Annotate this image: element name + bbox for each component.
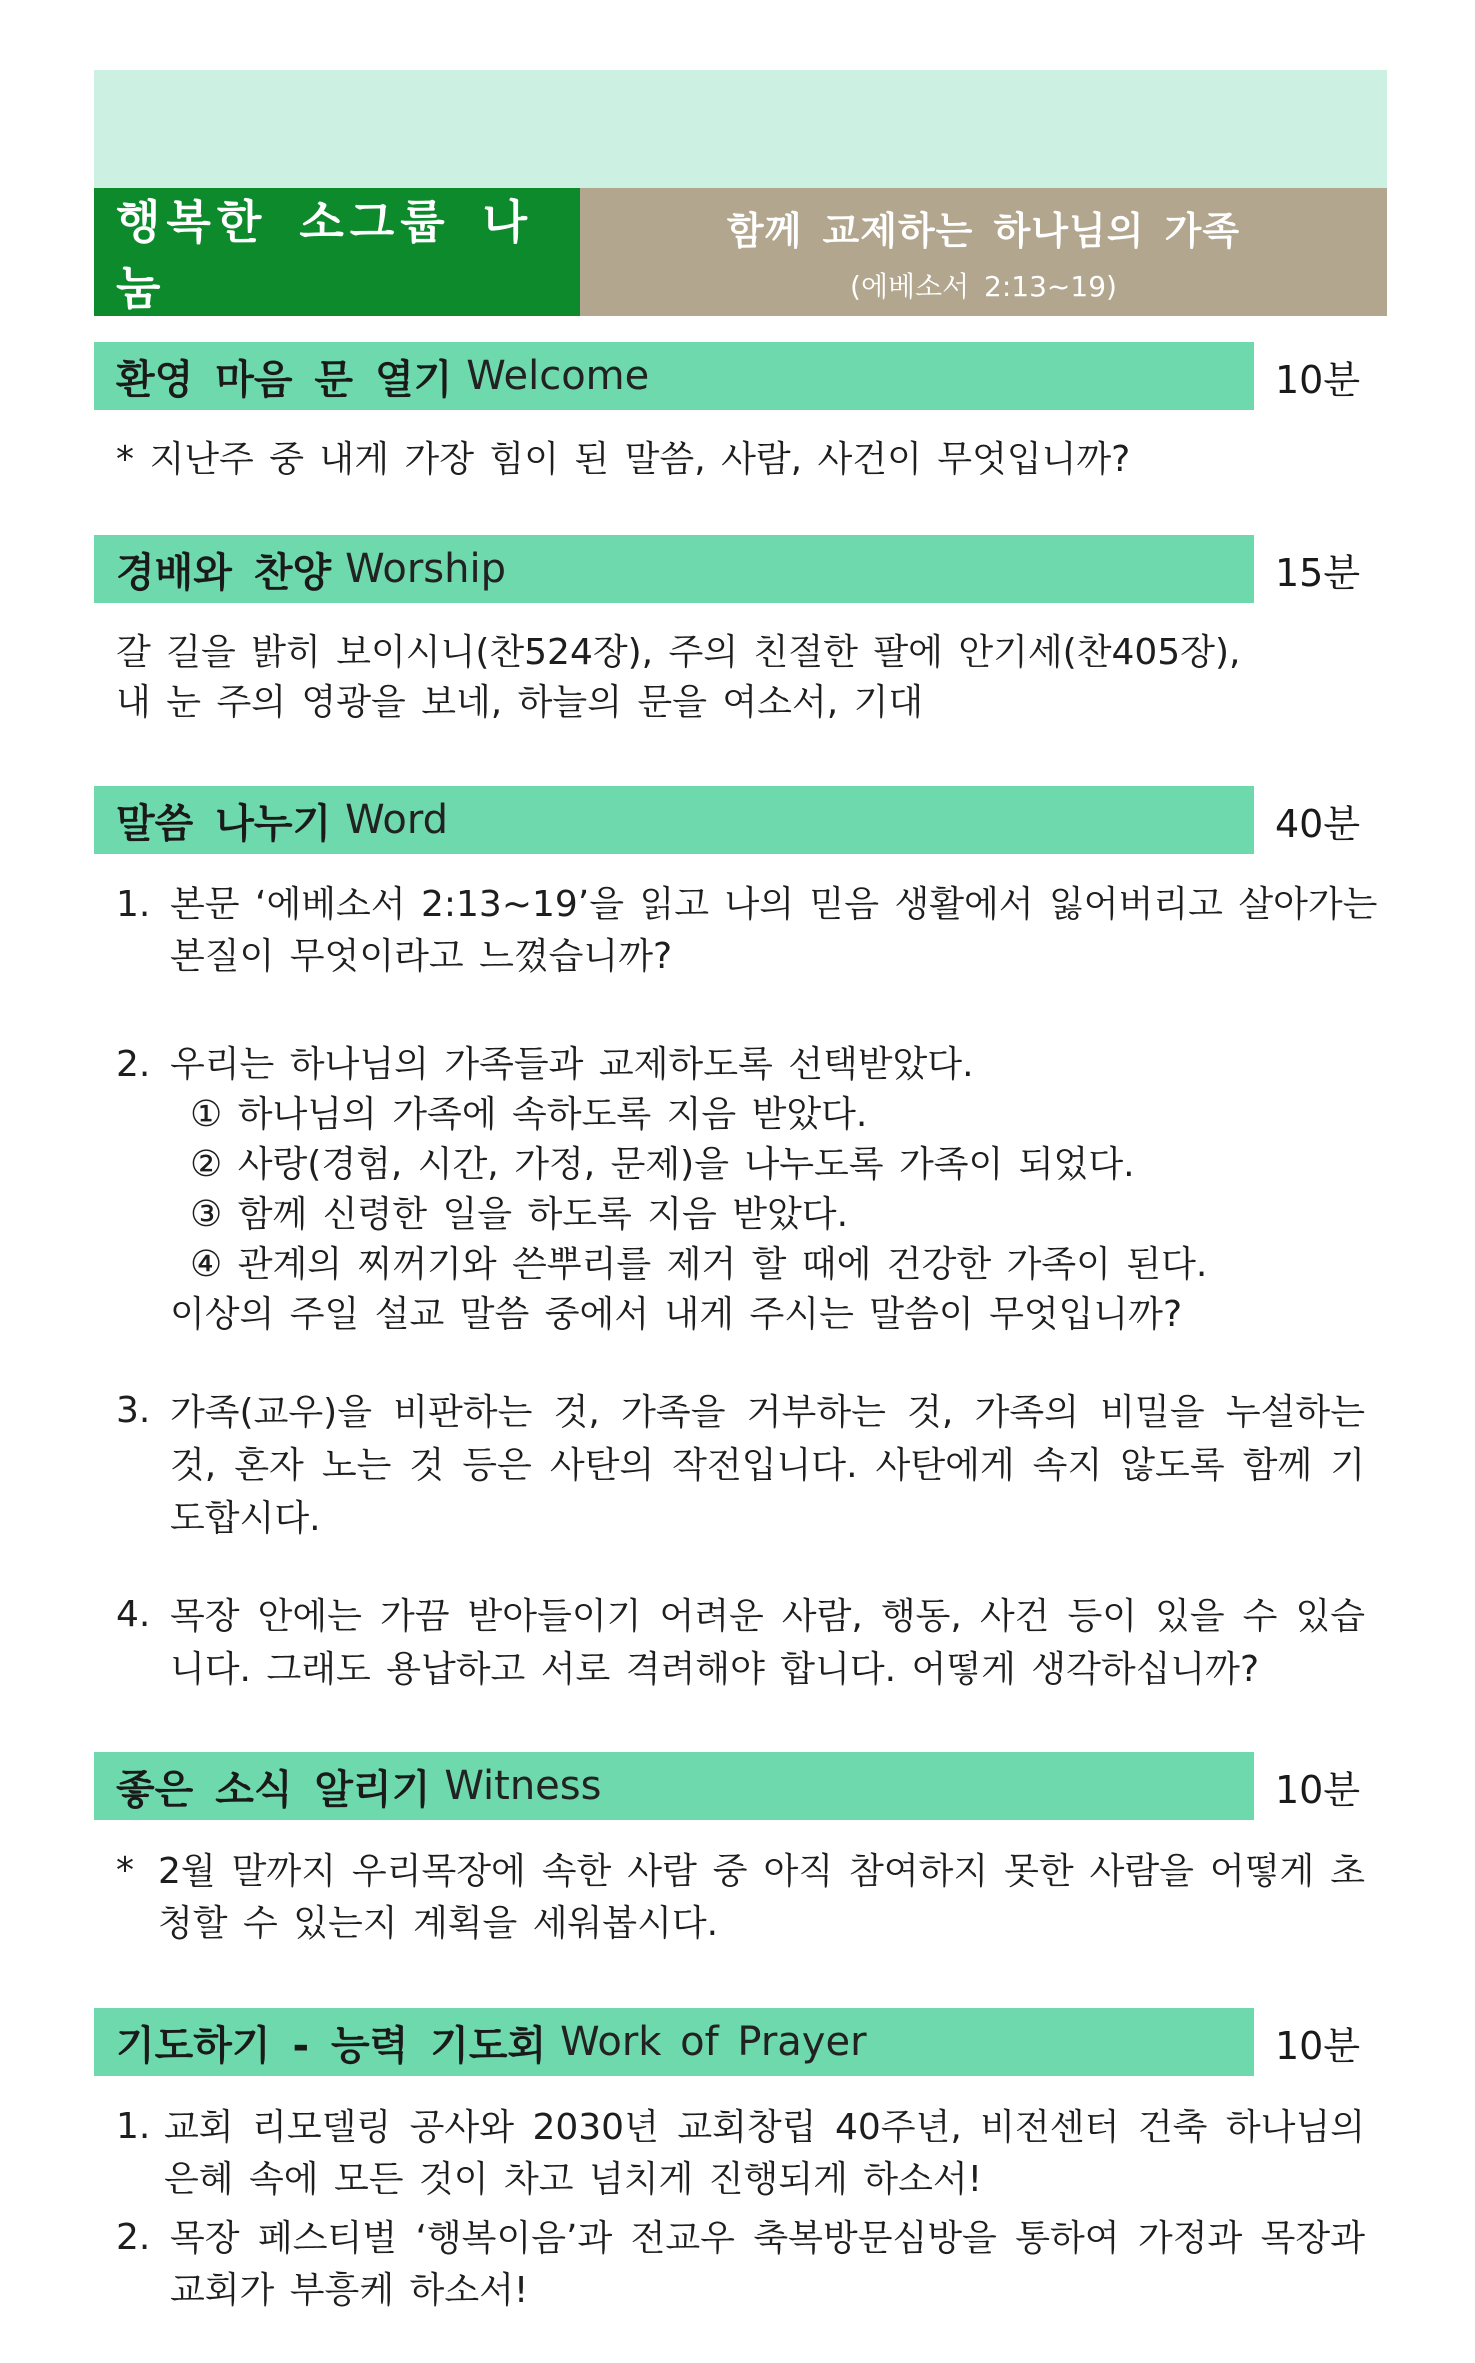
welcome-question: * 지난주 중 내게 가장 힘이 된 말씀, 사람, 사건이 무엇입니까? [116, 439, 1131, 480]
section-title-ko: 좋은 소식 알리기 [116, 1766, 431, 1813]
section-title-ko: 경배와 찬양 [116, 549, 332, 596]
question-number: 1. [116, 884, 151, 925]
word-question-2-closing: 이상의 주일 설교 말씀 중에서 내게 주시는 말씀이 무엇입니까? [170, 1294, 1183, 1335]
word-question-2-point1: ① 하나님의 가족에 속하도록 지음 받았다. [190, 1094, 868, 1135]
section-bar-witness [94, 1752, 1254, 1820]
word-question-1-line2: 본질이 무엇이라고 느꼈습니까? [170, 936, 673, 977]
section-time-prayer: 10분 [1275, 2023, 1361, 2068]
prayer-number: 1. [116, 2106, 151, 2147]
section-bar-prayer [94, 2008, 1254, 2076]
sermon-scripture: (에베소서 2:13~19) [850, 269, 1117, 303]
section-title-ko: 환영 마음 문 열기 [116, 356, 453, 403]
prayer-item-1: 교회 리모델링 공사와 2030년 교회창립 40주년, 비전센터 건축 하나님의 은혜 속에 모든 것이 차고 넘치게 진행되게 하소서! [164, 2107, 1365, 2200]
section-title-ko: 말씀 나누기 [116, 800, 332, 847]
section-bar-welcome [94, 342, 1254, 410]
question-number: 3. [116, 1390, 151, 1431]
witness-text: 2월 말까지 우리목장에 속한 사람 중 아직 참여하지 못한 사람을 어떻게 초청할 수 있는지 계획을 세워봅시다. [158, 1851, 1365, 1944]
section-title-en: Word [345, 797, 448, 843]
word-question-1-line1: 본문 ‘에베소서 2:13~19’을 읽고 나의 믿음 생활에서 잃어버리고 살아가는 [170, 884, 1378, 925]
section-time-word: 40분 [1275, 801, 1361, 846]
section-time-welcome: 10분 [1275, 357, 1361, 402]
prayer-item-2: 목장 페스티벌 ‘행복이음’과 전교우 축복방문심방을 통하여 가정과 목장과 교회가 부흥케 하소서! [170, 2218, 1365, 2311]
worship-songs-line1: 갈 길을 밝히 보이시니(찬524장), 주의 친절한 팔에 안기세(찬405장), [116, 632, 1241, 673]
header-top-band [94, 70, 1387, 188]
bullet-star: * [116, 1850, 134, 1891]
section-time-worship: 15분 [1275, 550, 1361, 595]
prayer-number: 2. [116, 2217, 151, 2258]
question-number: 2. [116, 1044, 151, 1085]
worship-songs-line2: 내 눈 주의 영광을 보네, 하늘의 문을 여소서, 기대 [116, 682, 924, 723]
section-bar-word [94, 786, 1254, 854]
section-title-ko: 기도하기 - 능력 기도회 [116, 2022, 547, 2069]
section-title-en: Witness [444, 1763, 602, 1809]
section-title-en: Worship [345, 546, 506, 592]
section-time-witness: 10분 [1275, 1767, 1361, 1812]
section-bar-worship [94, 535, 1254, 603]
word-question-2-intro: 우리는 하나님의 가족들과 교제하도록 선택받았다. [170, 1044, 974, 1085]
section-title-en: Work of Prayer [560, 2019, 867, 2065]
word-question-2-point3: ③ 함께 신령한 일을 하도록 지음 받았다. [190, 1194, 849, 1235]
header-title-right [580, 188, 1387, 316]
small-group-title: 행복한 소그룹 나눔 [116, 195, 534, 315]
word-question-4: 목장 안에는 가끔 받아들이기 어려운 사람, 행동, 사건 등이 있을 수 있습니다. 그래도 용납하고 서로 격려해야 합니다. 어떻게 생각하십니까? [170, 1596, 1365, 1690]
word-question-2-point4: ④ 관계의 찌꺼기와 쓴뿌리를 제거 할 때에 건강한 가족이 된다. [190, 1244, 1208, 1285]
word-question-2-point2: ② 사랑(경험, 시간, 가정, 문제)을 나누도록 가족이 되었다. [190, 1144, 1135, 1185]
question-number: 4. [116, 1594, 151, 1635]
header-title-left [94, 188, 580, 316]
section-title-en: Welcome [466, 353, 650, 399]
sermon-title: 함께 교제하는 하나님의 가족 [726, 208, 1241, 253]
word-question-3: 가족(교우)을 비판하는 것, 가족을 거부하는 것, 가족의 비밀을 누설하는 것, 혼자 노는 것 등은 사탄의 작전입니다. 사탄에게 속지 않도록 함께 기도합시다. [170, 1392, 1365, 1539]
